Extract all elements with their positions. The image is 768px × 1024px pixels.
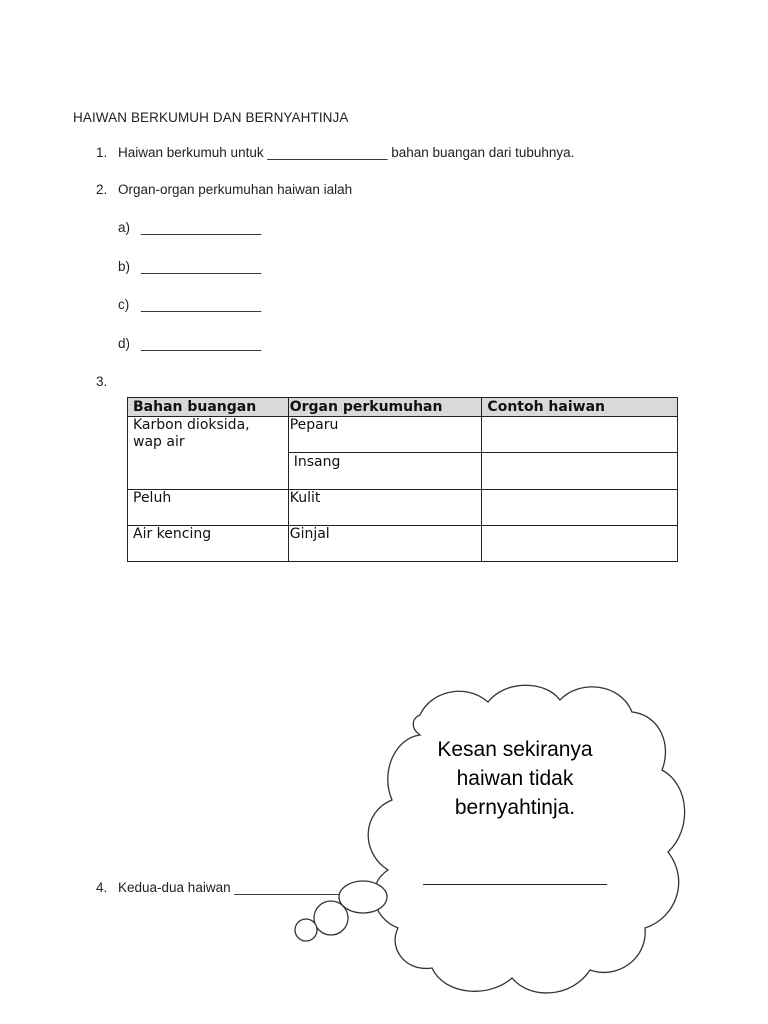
question-1-number: 1. xyxy=(96,145,108,160)
thought-cloud-answer-line[interactable] xyxy=(423,884,607,885)
thought-bubble-medium xyxy=(314,901,348,935)
question-4-number: 4. xyxy=(96,880,108,895)
question-1-text: Haiwan berkumuh untuk ________________ bahan buangan dari tubuhnya. xyxy=(118,145,575,160)
answer-label-d: d) xyxy=(118,336,131,351)
answer-label-b: b) xyxy=(118,259,131,274)
answer-blank-b[interactable]: ________________ xyxy=(141,259,262,274)
question-2-number: 2. xyxy=(96,182,108,197)
question-2-text: Organ-organ perkumuhan haiwan ialah xyxy=(118,182,353,197)
answer-blank-c[interactable]: ________________ xyxy=(141,297,262,312)
cell-organ: Insang xyxy=(288,453,482,490)
answer-label-a: a) xyxy=(118,220,131,235)
question-3-number: 3. xyxy=(96,374,108,389)
thought-cloud-text xyxy=(405,735,625,822)
thought-cloud-line-1: Kesan sekiranya xyxy=(437,738,593,761)
worksheet-title: HAIWAN BERKUMUH DAN BERNYAHTINJA xyxy=(73,110,349,125)
cell-organ: Peparu xyxy=(288,417,482,453)
thought-cloud-body xyxy=(368,685,684,993)
header-contoh-haiwan: Contoh haiwan xyxy=(482,398,678,417)
header-bahan-buangan: Bahan buangan xyxy=(128,398,289,417)
header-organ-perkumuhan: Organ perkumuhan xyxy=(288,398,482,417)
cell-bahan: Peluh xyxy=(128,490,289,526)
cell-organ: Ginjal xyxy=(288,526,482,562)
thought-cloud-line-3: bernyahtinja. xyxy=(454,796,576,819)
answer-blank-a[interactable]: ________________ xyxy=(141,220,262,235)
thought-bubble-large xyxy=(339,881,387,913)
cell-bahan: Karbon dioksida, wap air xyxy=(128,417,289,490)
cell-bahan: Air kencing xyxy=(128,526,289,562)
answer-label-c: c) xyxy=(118,297,130,312)
answer-blank-d[interactable]: ________________ xyxy=(141,336,262,351)
thought-cloud-line-2: haiwan tidak xyxy=(456,767,574,790)
cell-organ: Kulit xyxy=(288,490,482,526)
thought-bubble-small xyxy=(295,919,317,941)
question-4-text: Kedua-dua haiwan ______________ xyxy=(118,880,340,895)
